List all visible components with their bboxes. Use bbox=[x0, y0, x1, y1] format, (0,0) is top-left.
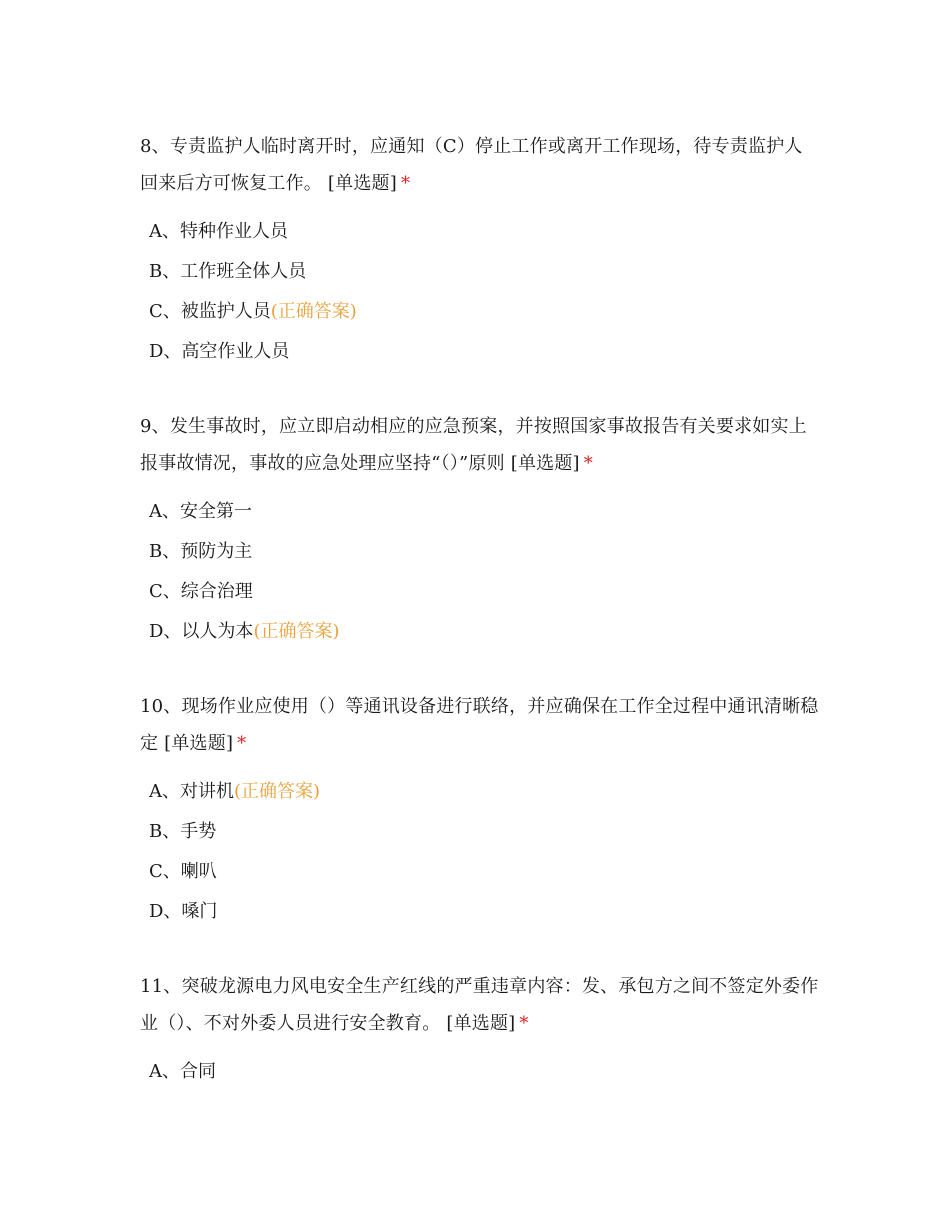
question-type-label: [单选题] bbox=[510, 453, 580, 474]
options-list bbox=[140, 492, 820, 652]
correct-answer-tag: (正确答案) bbox=[270, 301, 357, 322]
question-10 bbox=[140, 688, 820, 932]
option-b[interactable] bbox=[140, 252, 820, 292]
question-title bbox=[140, 408, 820, 482]
option-label: A、对讲机 bbox=[149, 781, 234, 802]
question-title bbox=[140, 128, 820, 202]
options-list bbox=[140, 212, 820, 372]
question-9 bbox=[140, 408, 820, 652]
question-type-label: [单选题] bbox=[327, 173, 397, 194]
option-label: C、综合治理 bbox=[149, 581, 253, 602]
option-c[interactable] bbox=[140, 572, 820, 612]
option-label: B、预防为主 bbox=[149, 541, 253, 562]
question-type-label: [单选题] bbox=[446, 1013, 516, 1034]
option-label: B、工作班全体人员 bbox=[149, 261, 307, 282]
option-label: C、被监护人员 bbox=[149, 301, 271, 322]
option-label: C、喇叭 bbox=[149, 861, 217, 882]
question-number: 11、 bbox=[140, 976, 182, 997]
required-mark: * bbox=[519, 1013, 529, 1034]
option-d[interactable] bbox=[140, 332, 820, 372]
required-mark: * bbox=[583, 453, 593, 474]
option-label: D、嗓门 bbox=[149, 901, 218, 922]
question-text: 专责监护人临时离开时，应通知（C）停止工作或离开工作现场，待专责监护人回来后方可恢复工作。 bbox=[140, 136, 803, 194]
option-a[interactable] bbox=[140, 772, 820, 812]
question-title bbox=[140, 968, 820, 1042]
option-label: A、合同 bbox=[149, 1061, 216, 1082]
option-a[interactable] bbox=[140, 212, 820, 252]
options-list bbox=[140, 1052, 820, 1092]
option-label: A、安全第一 bbox=[149, 501, 252, 522]
option-d[interactable] bbox=[140, 892, 820, 932]
question-type-label: [单选题] bbox=[164, 733, 234, 754]
options-list bbox=[140, 772, 820, 932]
question-8 bbox=[140, 128, 820, 372]
question-number: 8、 bbox=[140, 136, 170, 157]
required-mark: * bbox=[237, 733, 247, 754]
option-label: B、手势 bbox=[149, 821, 217, 842]
option-label: D、高空作业人员 bbox=[149, 341, 290, 362]
question-number: 9、 bbox=[140, 416, 170, 437]
question-11 bbox=[140, 968, 820, 1092]
option-b[interactable] bbox=[140, 532, 820, 572]
question-number: 10、 bbox=[140, 696, 182, 717]
question-text: 突破龙源电力风电安全生产红线的严重违章内容：发、承包方之间不签定外委作业（）、不对外委人员进行安全教育。 bbox=[140, 976, 819, 1034]
question-text: 发生事故时，应立即启动相应的应急预案，并按照国家事故报告有关要求如实上报事故情况，事故的应急处理应坚持“（）”原则 bbox=[140, 416, 807, 474]
correct-answer-tag: (正确答案) bbox=[234, 781, 321, 802]
correct-answer-tag: (正确答案) bbox=[253, 621, 340, 642]
option-c[interactable] bbox=[140, 292, 820, 332]
option-label: D、以人为本 bbox=[149, 621, 254, 642]
option-label: A、特种作业人员 bbox=[149, 221, 288, 242]
option-a[interactable] bbox=[140, 1052, 820, 1092]
option-b[interactable] bbox=[140, 812, 820, 852]
question-text: 现场作业应使用（）等通讯设备进行联络，并应确保在工作全过程中通讯清晰稳定 bbox=[140, 696, 819, 754]
question-title bbox=[140, 688, 820, 762]
option-c[interactable] bbox=[140, 852, 820, 892]
option-a[interactable] bbox=[140, 492, 820, 532]
required-mark: * bbox=[400, 173, 411, 194]
option-d[interactable] bbox=[140, 612, 820, 652]
